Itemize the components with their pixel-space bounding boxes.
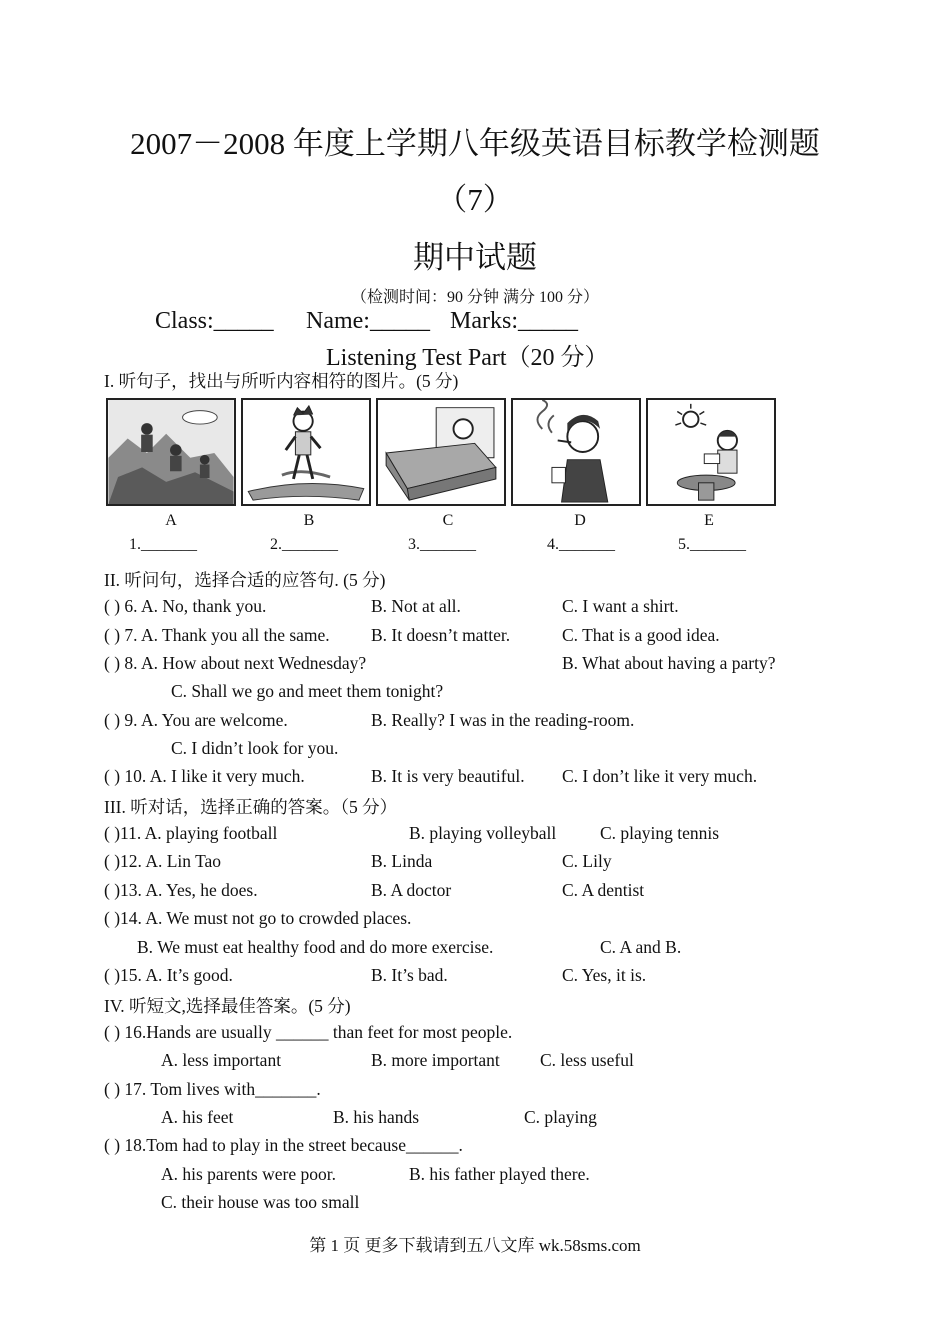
question-11-stem: ( )11. A. playing football xyxy=(104,823,278,843)
question-6-option-b: B. Not at all. xyxy=(371,596,461,616)
question-13-stem: ( )13. A. Yes, he does. xyxy=(104,880,258,900)
question-10-option-b: B. It is very beautiful. xyxy=(371,766,525,786)
question-14-option-b: B. We must eat healthy food and do more exercise. xyxy=(137,937,494,957)
picture-label-d: D xyxy=(574,512,586,529)
picture-d xyxy=(511,398,641,506)
answer-blank-3[interactable]: 3._______ xyxy=(408,536,476,553)
question-13-option-b: B. A doctor xyxy=(371,880,452,900)
page-footer: 第 1 页 更多下载请到五八文库 wk.58sms.com xyxy=(309,1236,641,1255)
picture-c xyxy=(376,398,506,506)
question-7-option-b: B. It doesn’t matter. xyxy=(371,625,511,645)
question-15-option-c: C. Yes, it is. xyxy=(562,965,647,985)
boy-reading-icon xyxy=(648,400,774,504)
listening-heading: Listening Test Part（20 分） xyxy=(326,345,609,371)
time-info: （检测时间：90 分钟 满分 100 分） xyxy=(350,289,599,306)
question-10-stem: ( ) 10. A. I like it very much. xyxy=(104,766,305,786)
title-line-1: 2007－2008 年度上学期八年级英语目标教学检测题 xyxy=(130,126,820,161)
answer-blank-5[interactable]: 5._______ xyxy=(678,536,746,553)
question-14-option-c: C. A and B. xyxy=(600,937,682,957)
picture-label-a: A xyxy=(165,512,177,529)
question-17-option-c: C. playing xyxy=(524,1107,597,1127)
question-12-option-b: B. Linda xyxy=(371,851,433,871)
question-8-stem: ( ) 8. A. How about next Wednesday? xyxy=(104,653,367,673)
question-18-option-a: A. his parents were poor. xyxy=(161,1164,336,1184)
question-16-option-c: C. less useful xyxy=(540,1050,634,1070)
class-field: Class:_____ xyxy=(155,308,274,334)
man-smoking-icon xyxy=(513,400,639,504)
picture-label-e: E xyxy=(704,512,714,529)
question-9-stem: ( ) 9. A. You are welcome. xyxy=(104,710,288,730)
question-9-option-b: B. Really? I was in the reading-room. xyxy=(371,710,635,730)
sick-in-bed-icon xyxy=(378,400,504,504)
climbing-hikers-icon xyxy=(108,400,234,504)
section-3-heading: III. 听对话，选择正确的答案。（5 分） xyxy=(104,797,398,817)
question-8-option-b: B. What about having a party? xyxy=(562,653,776,673)
question-15-option-b: B. It’s bad. xyxy=(371,965,448,985)
picture-e xyxy=(646,398,776,506)
title-line-2: （7） xyxy=(436,182,514,217)
name-field: Name:_____ xyxy=(306,308,430,334)
answer-blank-4[interactable]: 4._______ xyxy=(547,536,615,553)
picture-label-b: B xyxy=(303,512,315,529)
question-12-stem: ( )12. A. Lin Tao xyxy=(104,851,222,871)
boy-walking-icon xyxy=(243,400,369,504)
question-17-option-a: A. his feet xyxy=(161,1107,234,1127)
question-15-stem: ( )15. A. It’s good. xyxy=(104,965,233,985)
section-1-heading: I. 听句子，找出与所听内容相符的图片。(5 分) xyxy=(104,371,459,391)
question-6-stem: ( ) 6. A. No, thank you. xyxy=(104,596,267,616)
answer-blank-1[interactable]: 1._______ xyxy=(129,536,197,553)
question-18-stem: ( ) 18.Tom had to play in the street because______. xyxy=(104,1135,463,1155)
question-8-option-c: C. Shall we go and meet them tonight? xyxy=(171,681,444,701)
section-4-heading: IV. 听短文,选择最佳答案。(5 分) xyxy=(104,996,351,1016)
question-16-stem: ( ) 16.Hands are usually ______ than feet for most people. xyxy=(104,1022,513,1042)
section-2-heading: II. 听问句，选择合适的应答句. (5 分) xyxy=(104,570,386,590)
picture-label-c: C xyxy=(442,512,454,529)
question-11-option-b: B. playing volleyball xyxy=(409,823,557,843)
marks-field: Marks:_____ xyxy=(450,308,578,334)
picture-b xyxy=(241,398,371,506)
question-12-option-c: C. Lily xyxy=(562,851,612,871)
question-9-option-c: C. I didn’t look for you. xyxy=(171,738,339,758)
question-18-option-b: B. his father played there. xyxy=(409,1164,590,1184)
question-14-stem: ( )14. A. We must not go to crowded places. xyxy=(104,908,412,928)
question-7-stem: ( ) 7. A. Thank you all the same. xyxy=(104,625,330,645)
question-10-option-c: C. I don’t like it very much. xyxy=(562,766,758,786)
question-11-option-c: C. playing tennis xyxy=(600,823,720,843)
question-16-option-b: B. more important xyxy=(371,1050,500,1070)
question-6-option-c: C. I want a shirt. xyxy=(562,596,679,616)
question-7-option-c: C. That is a good idea. xyxy=(562,625,720,645)
question-17-stem: ( ) 17. Tom lives with_______. xyxy=(104,1079,321,1099)
answer-blank-2[interactable]: 2._______ xyxy=(270,536,338,553)
question-18-option-c: C. their house was too small xyxy=(161,1192,360,1212)
title-line-3: 期中试题 xyxy=(413,240,537,275)
picture-a xyxy=(106,398,236,506)
question-17-option-b: B. his hands xyxy=(333,1107,420,1127)
question-16-option-a: A. less important xyxy=(161,1050,282,1070)
question-13-option-c: C. A dentist xyxy=(562,880,645,900)
